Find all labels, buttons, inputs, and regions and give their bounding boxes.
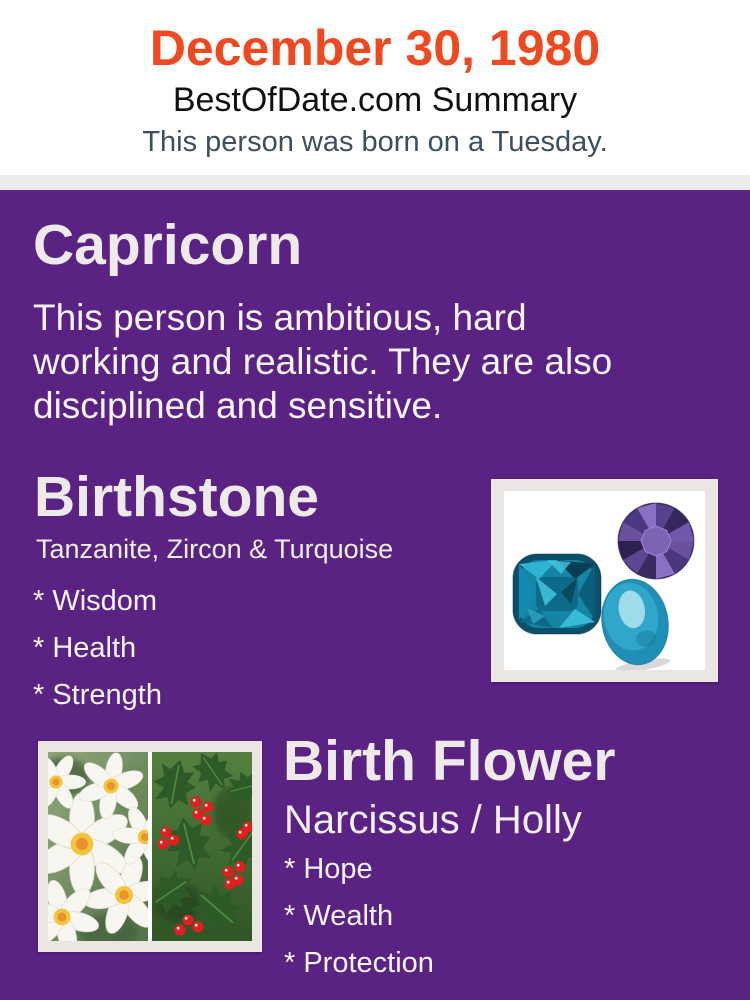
trait-item: * Wisdom — [33, 585, 158, 617]
trait-item: * Health — [33, 631, 137, 664]
narcissus-holly-illustration — [48, 752, 252, 941]
birthstone-photo — [504, 491, 705, 670]
gemstones-illustration — [504, 491, 705, 670]
page-title: December 30, 1980 — [149, 20, 601, 76]
trait-item: * Hope — [284, 853, 373, 885]
zodiac-sign-heading: Capricorn — [33, 213, 303, 277]
birthstone-image — [491, 479, 718, 682]
zodiac-description: This person is ambitious, hard working and realistic. They are also disciplined and sensitive. — [33, 297, 613, 426]
weekday-line: This person was born on a Tuesday. — [142, 126, 608, 158]
birth-flower-heading: Birth Flower — [283, 729, 616, 793]
birthstone-names: Tanzanite, Zircon & Turquoise — [36, 534, 394, 564]
site-summary-subtitle: BestOfDate.com Summary — [172, 81, 578, 119]
photo-divider — [148, 752, 152, 941]
birth-flower-names: Narcissus / Holly — [284, 798, 582, 842]
birthstone-heading: Birthstone — [34, 465, 319, 529]
birth-flower-image — [38, 741, 262, 952]
purple-panel — [0, 190, 750, 1000]
birth-flower-trait-list — [284, 854, 434, 995]
divider-bar — [0, 175, 750, 190]
header — [0, 0, 750, 175]
birthstone-trait-list — [33, 586, 162, 727]
birth-flower-photo — [48, 752, 252, 941]
trait-item: * Strength — [33, 678, 162, 711]
trait-item: * Wealth — [284, 899, 394, 932]
trait-item: * Protection — [284, 946, 434, 979]
